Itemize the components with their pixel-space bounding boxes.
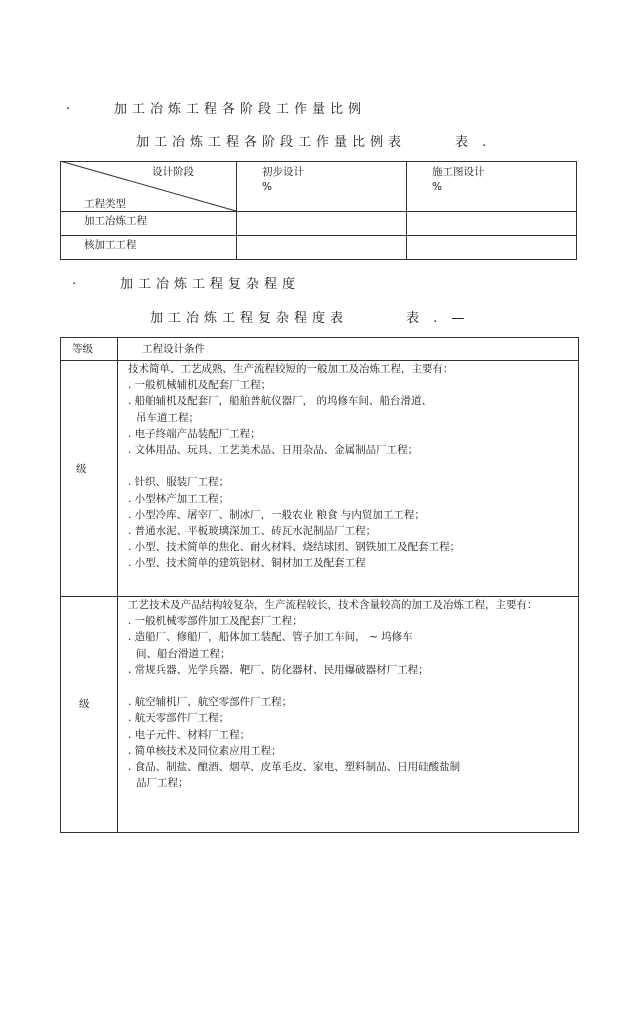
table1-col1-label: 初步设计: [262, 166, 304, 178]
condition-line: 吊车道工程；: [136, 411, 199, 424]
condition-line: . 一般机械零部件加工及配套厂工程；: [128, 615, 303, 628]
condition-line: . 船舶辅机及配套厂，船舶普航仪器厂， 的坞修车间、船台滑道、: [128, 395, 433, 408]
table1-row-label: 核加工工程: [84, 239, 137, 251]
condition-line: . 一般机械辅机及配套厂工程；: [128, 379, 272, 392]
section1-number: .: [66, 98, 76, 113]
condition-line: . 食品、制盐、酿酒、烟草、皮革毛皮、家电、塑料制品、日用硅酸盐制: [128, 761, 461, 773]
condition-line: . 航空辅机厂、航空零部件厂工程；: [128, 696, 293, 709]
condition-line: 技术简单、工艺成熟、生产流程较短的一般加工及冶炼工程，主要有：: [128, 363, 454, 375]
condition-line: 工艺技术及产品结构较复杂，生产流程较长，技术含量较高的加工及冶炼工程，主要有：: [128, 599, 538, 611]
table1-corner-top: 设计阶段: [152, 166, 194, 178]
table2-header-grade: 等级: [72, 343, 93, 355]
condition-line: . 电子终端产品装配厂工程；: [128, 427, 261, 440]
table2-header-conditions: 工程设计条件: [142, 343, 205, 355]
condition-line: . 小型、技术简单的建筑铝材、铜材加工及配套工程: [128, 557, 366, 570]
condition-line: . 小型、技术简单的焦化、耐火材料、烧结球团、钢铁加工及配套工程；: [128, 541, 461, 554]
condition-line: 间、船台滑道工程；: [136, 647, 231, 660]
table1-row-label: 加工冶炼工程: [84, 215, 147, 227]
condition-line: . 小型冷库、屠宰厂、制冰厂，一般农业 粮食 与内贸加工工程；: [128, 508, 425, 521]
table2-grade1: 级: [76, 463, 87, 475]
condition-line: . 航天零部件厂工程；: [128, 712, 230, 725]
table1-title: 加工冶炼工程各阶段工作量比例表: [136, 135, 407, 150]
condition-line: . 针织、服装厂工程；: [128, 476, 230, 489]
condition-line: . 常规兵器、光学兵器、靶厂、防化器材、民用爆破器材厂工程；: [128, 663, 429, 676]
table1-col2-unit: %: [432, 181, 442, 193]
condition-line: . 小型林产加工工程；: [128, 492, 230, 505]
condition-line: . 电子元件、材料厂工程；: [128, 728, 251, 741]
section2-heading: 加工冶炼工程复杂程度: [120, 277, 301, 292]
section2-number: .: [72, 273, 82, 288]
condition-line: 品厂工程；: [136, 777, 189, 790]
table1-corner-bottom: 工程类型: [84, 198, 126, 210]
condition-line: . 造船厂、修船厂，船体加工装配、管子加工车间， ~ 坞修车: [128, 631, 413, 644]
section1-heading: 加工冶炼工程各阶段工作量比例: [114, 102, 367, 117]
table2-number: 表 . —: [406, 311, 470, 326]
table2-grade2: 级: [79, 698, 90, 710]
table2-title: 加工冶炼工程复杂程度表: [150, 311, 349, 326]
condition-line: . 文体用品、玩具、工艺美术品、日用杂品、金属制品厂工程；: [128, 444, 419, 456]
condition-line: . 普通水泥、平板玻璃深加工、砖瓦水泥制品厂工程；: [128, 525, 377, 537]
condition-line: . 简单核技术及同位素应用工程；: [128, 744, 282, 757]
table1-col1-unit: %: [262, 181, 272, 193]
table1-col2-label: 施工图设计: [432, 166, 485, 178]
table1-number: 表 .: [455, 135, 492, 150]
